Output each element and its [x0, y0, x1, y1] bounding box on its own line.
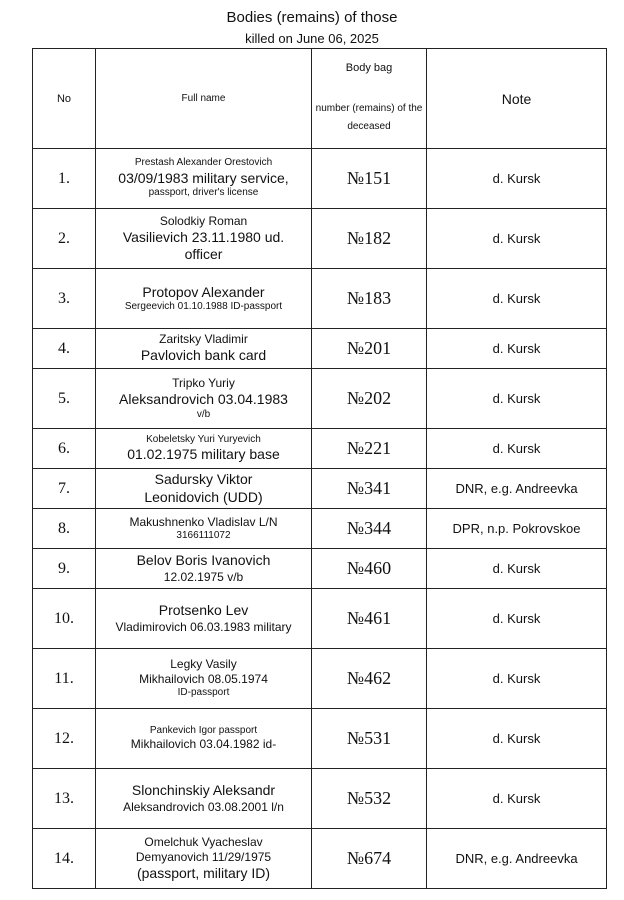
note-cell: d. Kursk: [427, 149, 607, 209]
row-number: 6.: [33, 429, 96, 469]
full-name-cell: [96, 149, 312, 209]
full-name-cell: [96, 549, 312, 589]
body-bag-number: №202: [312, 369, 427, 429]
full-name-line: Slonchinskiy Aleksandr: [131, 782, 276, 799]
table-row: [33, 329, 607, 369]
full-name-line: Vasilievich 23.11.1980 ud.: [122, 228, 285, 245]
document-subtitle: killed on June 06, 2025: [245, 31, 379, 46]
full-name-line: v/b: [196, 408, 211, 420]
body-bag-number: №344: [312, 509, 427, 549]
note-cell: d. Kursk: [427, 649, 607, 709]
full-name-line: Protsenko Lev: [158, 602, 249, 619]
note-cell: d. Kursk: [427, 369, 607, 429]
note-cell: DNR, e.g. Andreevka: [427, 469, 607, 509]
note-cell: d. Kursk: [427, 709, 607, 769]
body-bag-number: №182: [312, 209, 427, 269]
full-name-line: Tripko Yuriy: [172, 376, 235, 390]
body-bag-number: №460: [312, 549, 427, 589]
table-row: [33, 649, 607, 709]
full-name-line: Solodkiy Roman: [159, 213, 248, 228]
note-cell: d. Kursk: [427, 549, 607, 589]
header-body-bag-bottom: number (remains) of the deceased: [315, 102, 423, 132]
full-name-line: (passport, military ID): [136, 864, 271, 881]
note-cell: DNR, e.g. Andreevka: [427, 829, 607, 889]
row-number: 7.: [33, 469, 96, 509]
row-number: 2.: [33, 209, 96, 269]
table-row: [33, 429, 607, 469]
table-row: [33, 709, 607, 769]
full-name-cell: [96, 709, 312, 769]
full-name-cell: [96, 509, 312, 549]
row-number: 1.: [33, 149, 96, 209]
full-name-line: Prestash Alexander Orestovich: [134, 157, 273, 169]
table-row: [33, 469, 607, 509]
note-cell: DPR, n.p. Pokrovskoe: [427, 509, 607, 549]
body-bag-number: №151: [312, 149, 427, 209]
table-row: [33, 369, 607, 429]
row-number: 5.: [33, 369, 96, 429]
full-name-line: Omelchuk Vyacheslav: [144, 834, 263, 849]
full-name-line: Mikhailovich 03.04.1982 id-: [130, 737, 277, 752]
full-name-line: 03/09/1983 military service,: [118, 169, 289, 186]
note-cell: d. Kursk: [427, 429, 607, 469]
table-row: [33, 209, 607, 269]
full-name-line: Pavlovich bank card: [140, 347, 267, 364]
row-number: 3.: [33, 269, 96, 329]
header-row: [33, 49, 607, 149]
row-number: 13.: [33, 769, 96, 829]
header-body-bag: [312, 49, 427, 149]
note-cell: d. Kursk: [427, 589, 607, 649]
row-number: 10.: [33, 589, 96, 649]
table-row: [33, 769, 607, 829]
body-bag-number: №201: [312, 329, 427, 369]
full-name-cell: [96, 209, 312, 269]
row-number: 11.: [33, 649, 96, 709]
full-name-cell: [96, 469, 312, 509]
full-name-line: Vladimirovich 06.03.1983 military: [115, 619, 292, 634]
body-bag-number: №532: [312, 769, 427, 829]
body-bag-number: №462: [312, 649, 427, 709]
note-cell: d. Kursk: [427, 209, 607, 269]
row-number: 8.: [33, 509, 96, 549]
table-row: [33, 549, 607, 589]
full-name-line: Aleksandrovich 03.04.1983: [119, 391, 288, 407]
table-row: [33, 589, 607, 649]
header-no: No: [33, 49, 96, 149]
full-name-line: Sadursky Viktor: [154, 471, 253, 487]
body-bag-number: №461: [312, 589, 427, 649]
body-bag-number: №183: [312, 269, 427, 329]
full-name-line: Pankevich Igor passport: [149, 724, 258, 736]
row-number: 14.: [33, 829, 96, 889]
body-bag-number: №674: [312, 829, 427, 889]
header-body-bag-top: Body bag: [345, 61, 393, 74]
full-name-line: Legky Vasily: [170, 657, 237, 672]
row-number: 9.: [33, 549, 96, 589]
full-name-cell: [96, 429, 312, 469]
row-number: 4.: [33, 329, 96, 369]
full-name-line: passport, driver's license: [148, 187, 259, 199]
table-row: [33, 149, 607, 209]
full-name-cell: [96, 829, 312, 889]
full-name-line: Belov Boris Ivanovich: [136, 552, 271, 569]
header-note: Note: [427, 49, 607, 149]
table-row: [33, 269, 607, 329]
full-name-line: Mikhailovich 08.05.1974: [139, 672, 268, 687]
header-full-name: Full name: [96, 49, 312, 149]
note-cell: d. Kursk: [427, 769, 607, 829]
full-name-line: Makushnenko Vladislav L/N: [129, 514, 278, 529]
full-name-line: Sergeevich 01.10.1988 ID-passport: [124, 301, 283, 312]
full-name-cell: [96, 589, 312, 649]
full-name-line: 12.02.1975 v/b: [163, 569, 244, 584]
table-row: [33, 829, 607, 889]
full-name-cell: [96, 649, 312, 709]
full-name-line: ID-passport: [177, 687, 230, 699]
full-name-line: 01.02.1975 military base: [127, 446, 280, 462]
full-name-line: Leonidovich (UDD): [144, 488, 263, 505]
full-name-line: Kobeletsky Yuri Yuryevich: [146, 433, 261, 445]
table-row: [33, 509, 607, 549]
full-name-line: 3166111072: [176, 529, 231, 541]
document-title: Bodies (remains) of those: [226, 9, 398, 26]
body-bag-number: №221: [312, 429, 427, 469]
full-name-line: Aleksandrovich 03.08.2001 l/n: [123, 799, 284, 814]
full-name-cell: [96, 769, 312, 829]
row-number: 12.: [33, 709, 96, 769]
full-name-cell: [96, 329, 312, 369]
full-name-cell: [96, 369, 312, 429]
full-name-line: Zaritsky Vladimir: [159, 332, 248, 347]
casualty-table: [32, 48, 607, 889]
body-bag-number: №531: [312, 709, 427, 769]
full-name-line: Protopov Alexander: [142, 283, 265, 300]
body-bag-number: №341: [312, 469, 427, 509]
full-name-cell: [96, 269, 312, 329]
note-cell: d. Kursk: [427, 329, 607, 369]
note-cell: d. Kursk: [427, 269, 607, 329]
full-name-line: Demyanovich 11/29/1975: [135, 849, 272, 864]
full-name-line: officer: [184, 246, 223, 262]
